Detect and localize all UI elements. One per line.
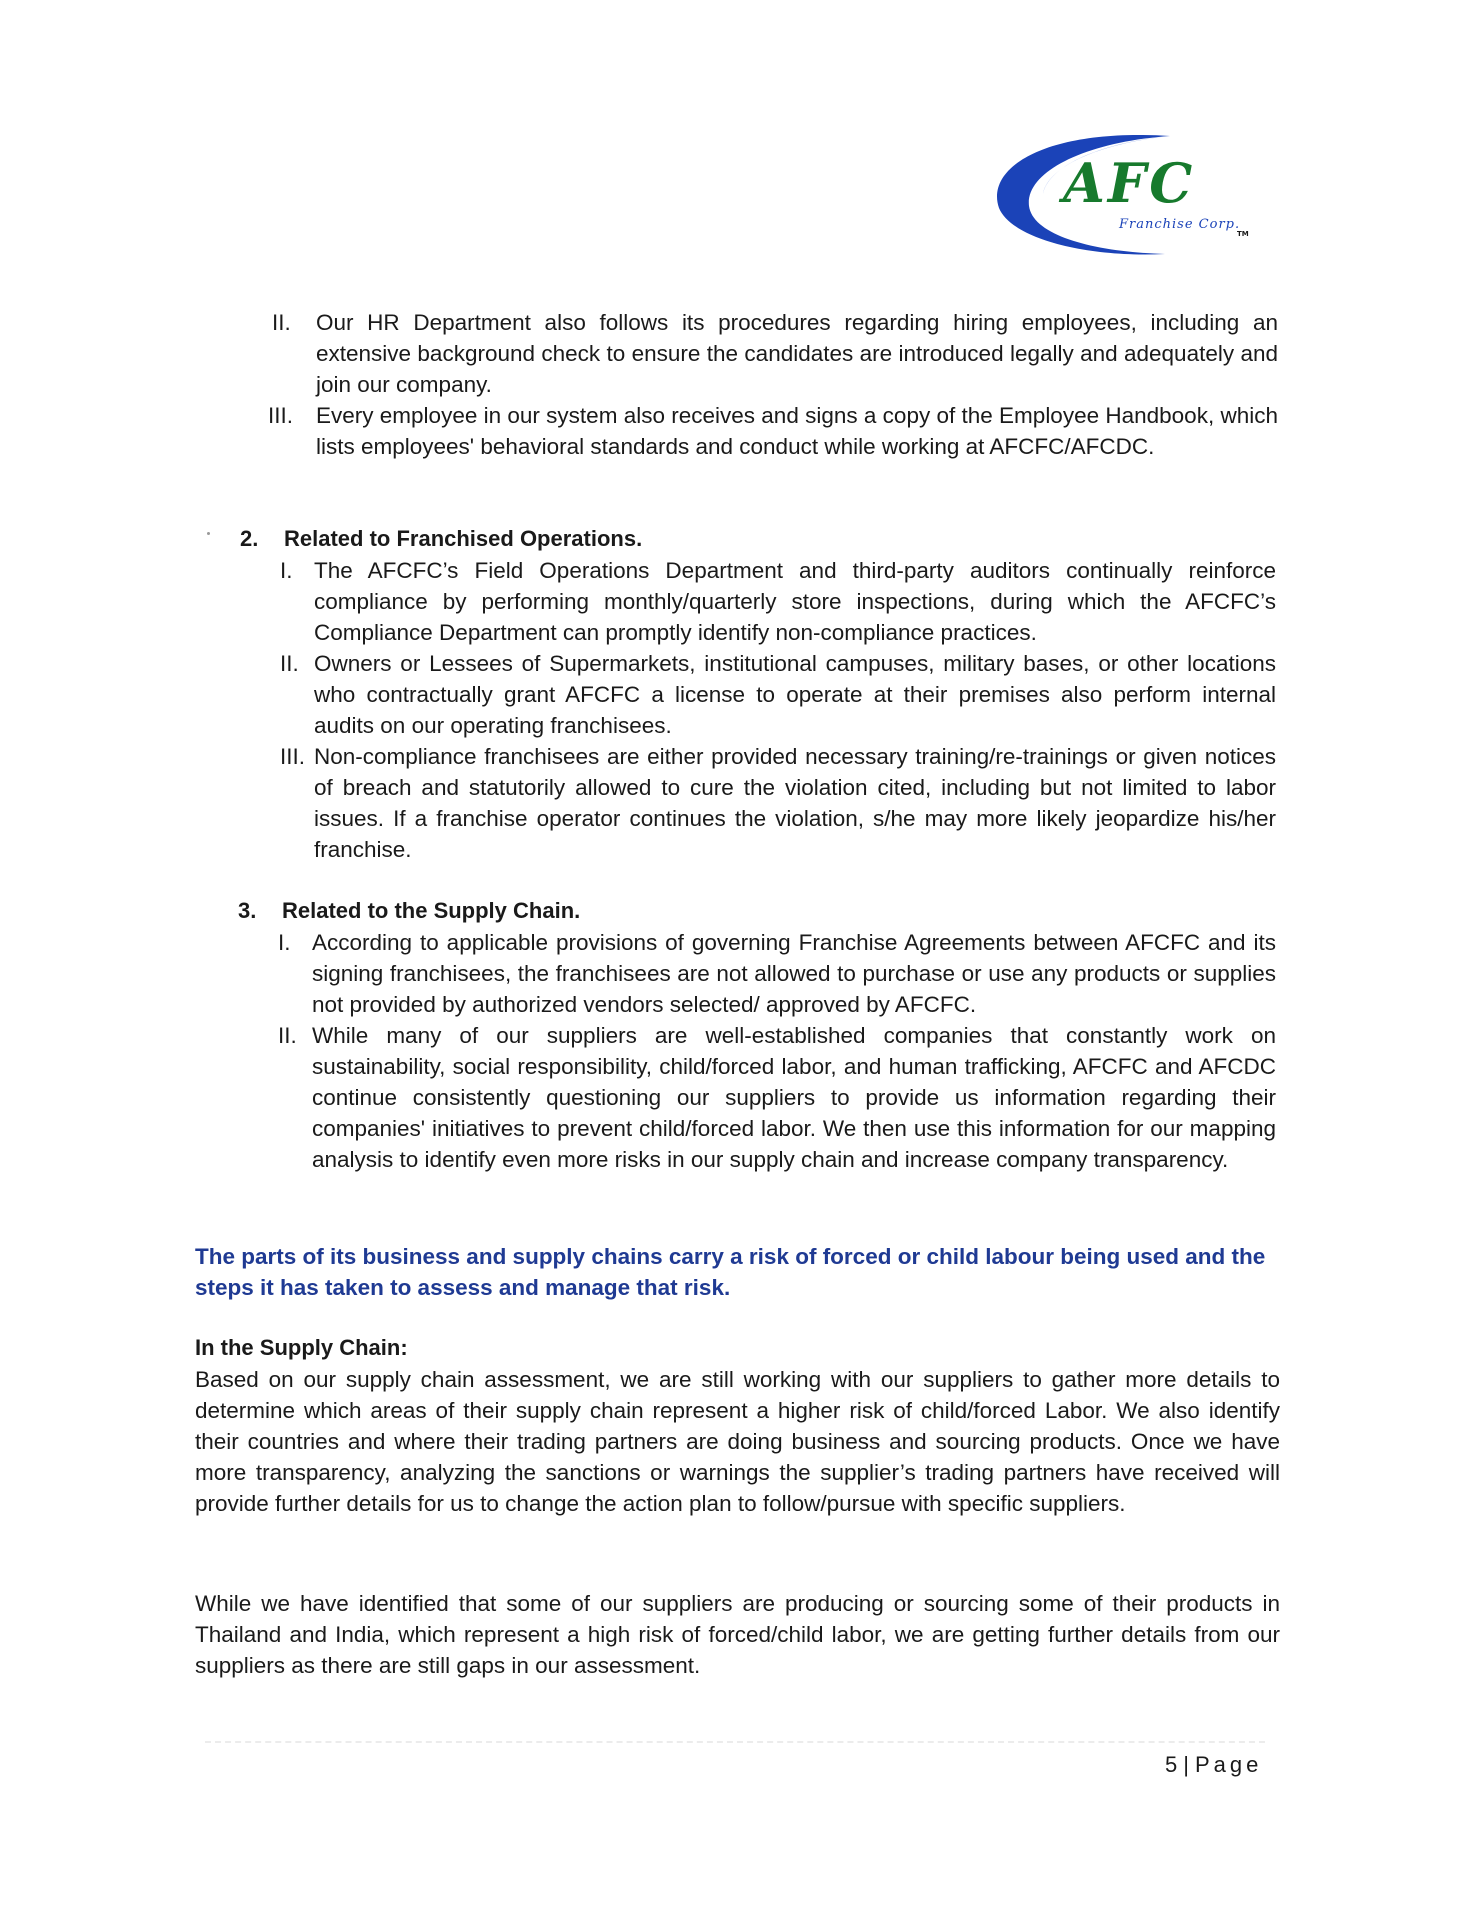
list-item xyxy=(280,555,1276,648)
list-item-number: I. xyxy=(278,930,291,955)
list-item-text: The AFCFC’s Field Operations Department and third-party auditors continually reinforce compliance by performing monthly/quarterly store inspections, during which the AFCFC’s Compliance Department can promptly identify non-compliance practices. xyxy=(314,558,1276,645)
list-item-text: While many of our suppliers are well-established companies that constantly work on sustainability, social responsibility, child/forced labor, and human trafficking, AFCFC and AFCDC continue consistently questioning our suppliers to provide us information regarding their companies' initiatives to prevent child/forced labor. We then use this information for our mapping analysis to identify even more risks in our supply chain and increase company transparency. xyxy=(312,1023,1276,1172)
list-item xyxy=(278,927,1276,1020)
section-2-title: Related to Franchised Operations. xyxy=(284,526,643,551)
list-item-text: Our HR Department also follows its procedures regarding hiring employees, including an extensive background check to ensure the candidates are introduced legally and adequately and join our company. xyxy=(316,310,1278,397)
list-item xyxy=(280,648,1276,741)
section-3-heading xyxy=(238,896,580,926)
section-2-number: 2. xyxy=(240,526,259,551)
footer-divider xyxy=(205,1741,1265,1743)
section-3-title: Related to the Supply Chain. xyxy=(282,898,581,923)
supply-chain-paragraph-1: Based on our supply chain assessment, we are still working with our suppliers to gather more details to determine which areas of their supply chain represent a higher risk of child/forced Labor. We also identify their countries and where their trading partners are doing business and sourcing products. Once we have more transparency, analyzing the sanctions or warnings the supplier’s trading partners have received will provide further details for us to change the action plan to follow/pursue with specific suppliers. xyxy=(195,1367,1280,1516)
list-item-number: II. xyxy=(278,1023,297,1048)
page-number-value: 5 xyxy=(1165,1752,1178,1777)
section-2-heading xyxy=(240,524,642,554)
section-3-number: 3. xyxy=(238,898,257,923)
list-item xyxy=(280,741,1276,865)
list-item-number: II. xyxy=(280,651,299,676)
list-item xyxy=(278,1020,1276,1175)
supply-chain-paragraph-2: While we have identified that some of our suppliers are producing or sourcing some of their products in Thailand and India, which represent a high risk of forced/child labor, we are getting further details from our suppliers as there are still gaps in our assessment. xyxy=(195,1591,1280,1678)
page-label: Page xyxy=(1194,1752,1263,1777)
logo-tagline: Franchise Corp. xyxy=(1119,217,1241,232)
list-item-number: III. xyxy=(280,744,306,769)
list-item-number: I. xyxy=(280,558,293,583)
logo-initials: AFC xyxy=(1063,151,1196,215)
list-item xyxy=(268,400,1278,462)
list-item-number: II. xyxy=(272,310,291,335)
page-number xyxy=(1165,1750,1262,1780)
risk-heading: The parts of its business and supply chains carry a risk of forced or child labour being used and the steps it has taken to assess and manage that risk. xyxy=(195,1244,1266,1300)
list-item-number: III. xyxy=(268,403,294,428)
logo-trademark: TM xyxy=(1237,230,1249,238)
list-item-text: Owners or Lessees of Supermarkets, institutional campuses, military bases, or other locations who contractually grant AFCFC a license to operate at their premises also perform internal audits on our operating franchisees. xyxy=(314,651,1276,738)
list-item xyxy=(268,307,1278,400)
section-2-list xyxy=(280,555,1276,865)
supply-chain-heading: In the Supply Chain: xyxy=(195,1335,408,1360)
company-logo xyxy=(985,128,1275,263)
intro-list xyxy=(268,307,1278,462)
section-3-list xyxy=(278,927,1276,1175)
scan-speck xyxy=(207,532,210,535)
list-item-text: Every employee in our system also receives and signs a copy of the Employee Handbook, which lists employees' behavioral standards and conduct while working at AFCFC/AFCDC. xyxy=(316,403,1278,459)
page-number-separator: | xyxy=(1183,1752,1189,1777)
list-item-text: According to applicable provisions of governing Franchise Agreements between AFCFC and its signing franchisees, the franchisees are not allowed to purchase or use any products or supplies not provided by authorized vendors selected/ approved by AFCFC. xyxy=(312,930,1276,1017)
list-item-text: Non-compliance franchisees are either provided necessary training/re-trainings or given notices of breach and statutorily allowed to cure the violation cited, including but not limited to labor issues. If a franchise operator continues the violation, s/he may more likely jeopardize his/her franchise. xyxy=(314,744,1276,862)
